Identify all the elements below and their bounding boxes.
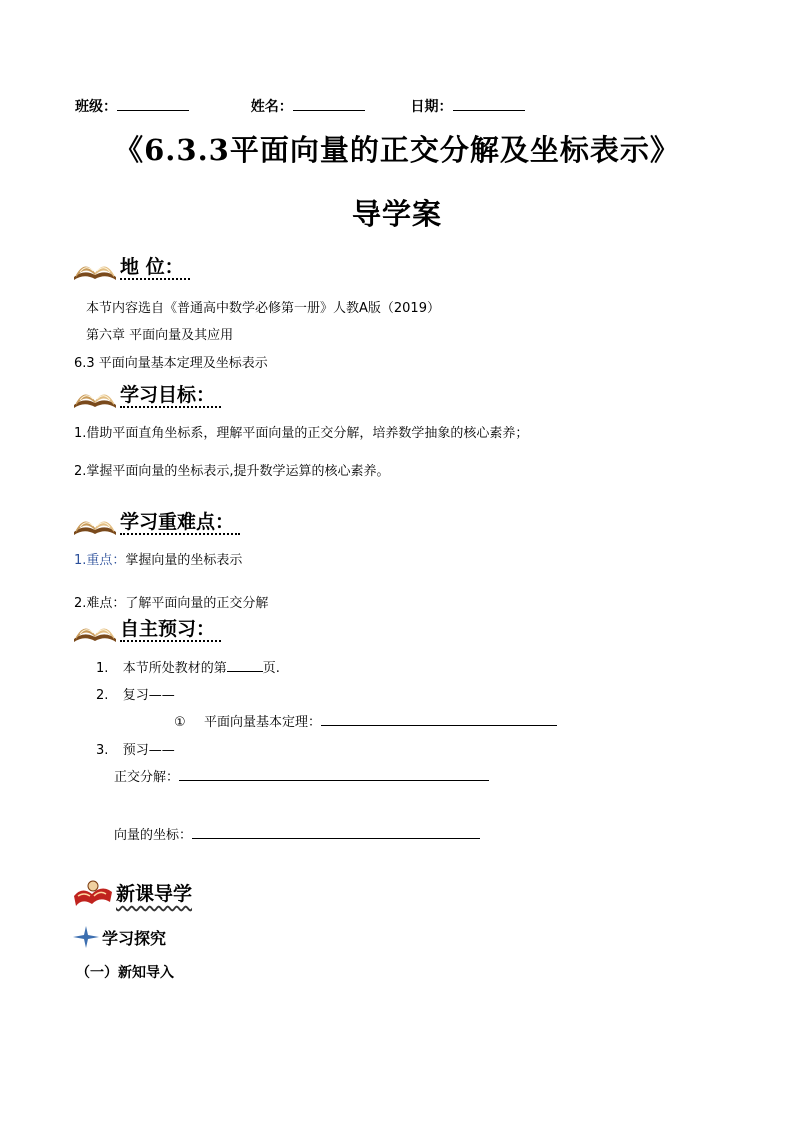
section-position-heading: [72, 255, 190, 281]
explore-heading: [72, 925, 166, 949]
preview-item-1-suffix: 页.: [262, 661, 280, 676]
section-preview-label: 自主预习：: [120, 618, 221, 642]
keypoint-item-1-text: 掌握向量的坐标表示: [125, 553, 243, 568]
open-book-icon: [72, 617, 118, 643]
page-title: 《6.3.3平面向量的正交分解及坐标表示》: [114, 133, 680, 167]
preview-item-1-text: 本节所处教材的第: [122, 661, 227, 676]
section-position-label: 地 位：: [120, 256, 190, 280]
keypoint-item-2: 2.难点：了解平面向量的正交分解: [74, 596, 269, 611]
orthogonal-decomp-blank[interactable]: [179, 768, 489, 781]
preview-item-3-sub-1: [114, 766, 489, 785]
section-preview-heading: [72, 617, 221, 643]
basic-theorem-blank[interactable]: [321, 713, 557, 726]
preview-item-1-number: 1.: [96, 661, 109, 676]
preview-item-2-text: 复习——: [122, 688, 175, 703]
preview-item-2-sub: [174, 711, 557, 730]
open-book-icon: [72, 510, 118, 536]
section-goals-label: 学习目标：: [120, 384, 221, 408]
header-row: [75, 96, 525, 116]
preview-item-3-text: 预习——: [122, 743, 175, 758]
date-blank[interactable]: [453, 98, 525, 111]
page-subtitle: 导学案: [351, 197, 442, 231]
preview-item-2: [96, 684, 175, 703]
page-number-blank[interactable]: [227, 660, 263, 672]
keypoint-item-1: [74, 549, 242, 568]
preview-item-2-sub-text: 平面向量基本定理：: [203, 715, 321, 730]
keypoint-item-1-prefix: 1.: [74, 553, 87, 568]
open-book-icon: [72, 255, 118, 281]
name-label: 姓名：: [250, 99, 293, 115]
vector-coord-label: 向量的坐标：: [114, 828, 193, 843]
section-keypoints-label: 学习重难点：: [120, 511, 240, 535]
position-line-1: 本节内容选自《普通高中数学必修第一册》人教A版（2019）: [86, 301, 440, 316]
open-book-icon: [72, 383, 118, 409]
new-knowledge-intro: （一）新知导入: [76, 965, 174, 981]
date-label: 日期：: [410, 99, 453, 115]
class-label: 班级：: [75, 99, 117, 115]
section-keypoints-heading: [72, 510, 240, 536]
explore-label: 学习探究: [102, 928, 167, 948]
goal-item-2: 2.掌握平面向量的坐标表示,提升数学运算的核心素养。: [74, 464, 390, 479]
preview-item-3: [96, 739, 175, 758]
preview-item-2-number: 2.: [96, 688, 109, 703]
circled-one-marker: ①: [174, 715, 186, 730]
vector-coord-blank[interactable]: [192, 826, 480, 839]
preview-item-1: [96, 657, 280, 676]
section-new-lesson-label: 新课导学: [116, 883, 193, 905]
keypoint-key-label: 重点：: [86, 553, 126, 568]
position-line-2: 第六章 平面向量及其应用: [86, 328, 234, 343]
section-new-lesson-heading: [72, 878, 198, 910]
position-line-3: 6.3 平面向量基本定理及坐标表示: [74, 356, 268, 371]
class-blank[interactable]: [117, 98, 189, 111]
preview-item-3-sub-2: [114, 824, 480, 843]
orthogonal-decomp-label: 正交分解：: [114, 770, 180, 785]
preview-item-3-number: 3.: [96, 743, 109, 758]
section-goals-heading: [72, 383, 221, 409]
name-blank[interactable]: [293, 98, 365, 111]
fancy-ribbon-icon: [72, 878, 114, 910]
sparkle-star-icon: [72, 925, 100, 949]
goal-item-1: 1.借助平面直角坐标系，理解平面向量的正交分解，培养数学抽象的核心素养；: [74, 426, 529, 441]
